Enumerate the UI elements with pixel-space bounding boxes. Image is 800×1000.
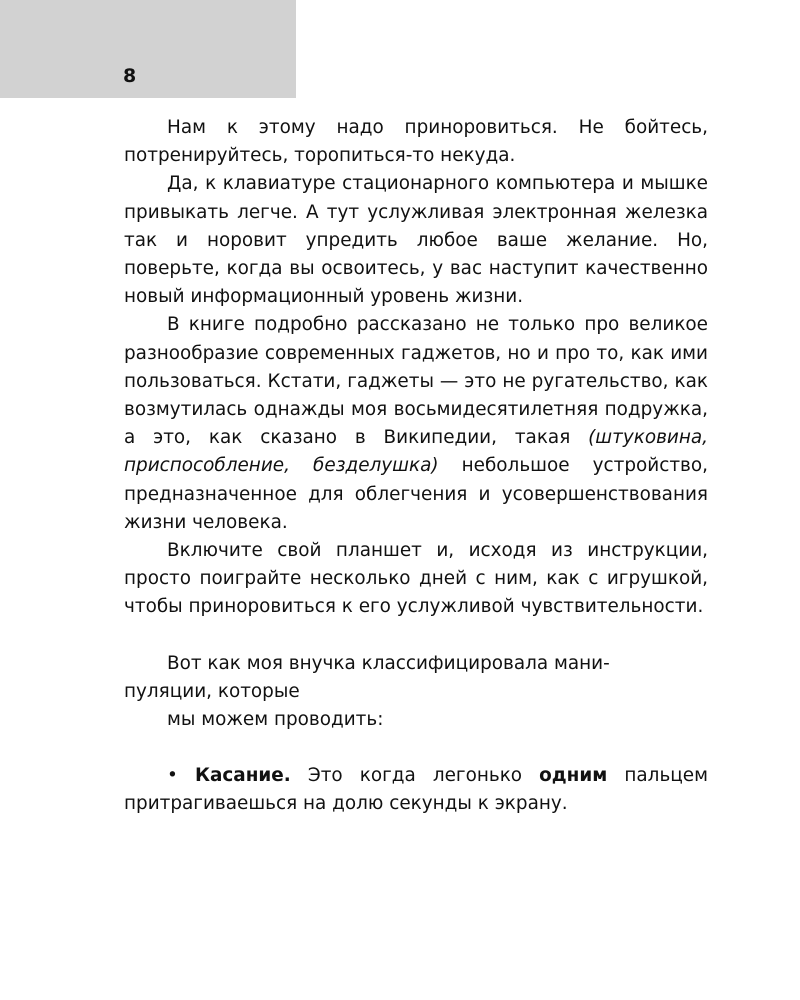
paragraph-gap bbox=[124, 734, 708, 762]
paragraph-5 bbox=[124, 650, 708, 735]
paragraph-3-text-end: небольшое устройство, предназначенное для облегчения и усовершенствования жизни человека. bbox=[124, 455, 708, 533]
paragraph-3 bbox=[124, 311, 708, 537]
paragraph-5-line-3: мы можем проводить: bbox=[167, 709, 384, 731]
paragraph-2: Да, к клавиатуре стационарного компьютера и мышке привыкать легче. А тут услужливая электронная железка так и норовит упредить любое ваше желание. Но, поверьте, когда вы освоитесь, у вас наступит качественно новый информационный уровень жизни. bbox=[124, 173, 708, 308]
paragraph-1: Нам к этому надо приноровиться. Не бойтесь, потренируйтесь, торопиться-то некуда. bbox=[124, 117, 708, 167]
paragraph-3-italic: (штуковина, приспособление, безделушка) bbox=[124, 427, 708, 477]
bullet-item-tap bbox=[124, 762, 708, 818]
bullet-marker: • bbox=[167, 765, 178, 787]
paragraph-4: Включите свой планшет и, исходя из инструкции, просто поиграйте несколько дней с ним, как с игрушкой, чтобы приноровиться к его услужливой чувствительности. bbox=[124, 540, 708, 618]
bullet-emphasis: одним bbox=[539, 765, 608, 787]
page-header-block bbox=[0, 0, 296, 98]
paragraph-3-text-start: В книге подробно рассказано не только про великое разнообразие современных гаджетов, но и про то, как ими пользоваться. Кстати, гаджеты — это не ругательство, как возмутилась однажды моя восьмидесятилетняя подружка, а это, как сказано в Википедии, такая bbox=[124, 314, 708, 449]
paragraph-5-line-1: Вот как моя внучка классифицировала мани- bbox=[167, 652, 610, 674]
bullet-text-start: Это когда легонько bbox=[290, 765, 540, 787]
body-text bbox=[124, 114, 708, 819]
paragraph-5-line-2: пуляции, которые bbox=[124, 680, 300, 702]
paragraph-gap bbox=[124, 622, 708, 650]
page-number: 8 bbox=[123, 65, 137, 87]
bullet-text-end: пальцем притрагиваешься на долю секунды к экрану. bbox=[124, 765, 708, 815]
bullet-term: Касание. bbox=[194, 765, 291, 787]
